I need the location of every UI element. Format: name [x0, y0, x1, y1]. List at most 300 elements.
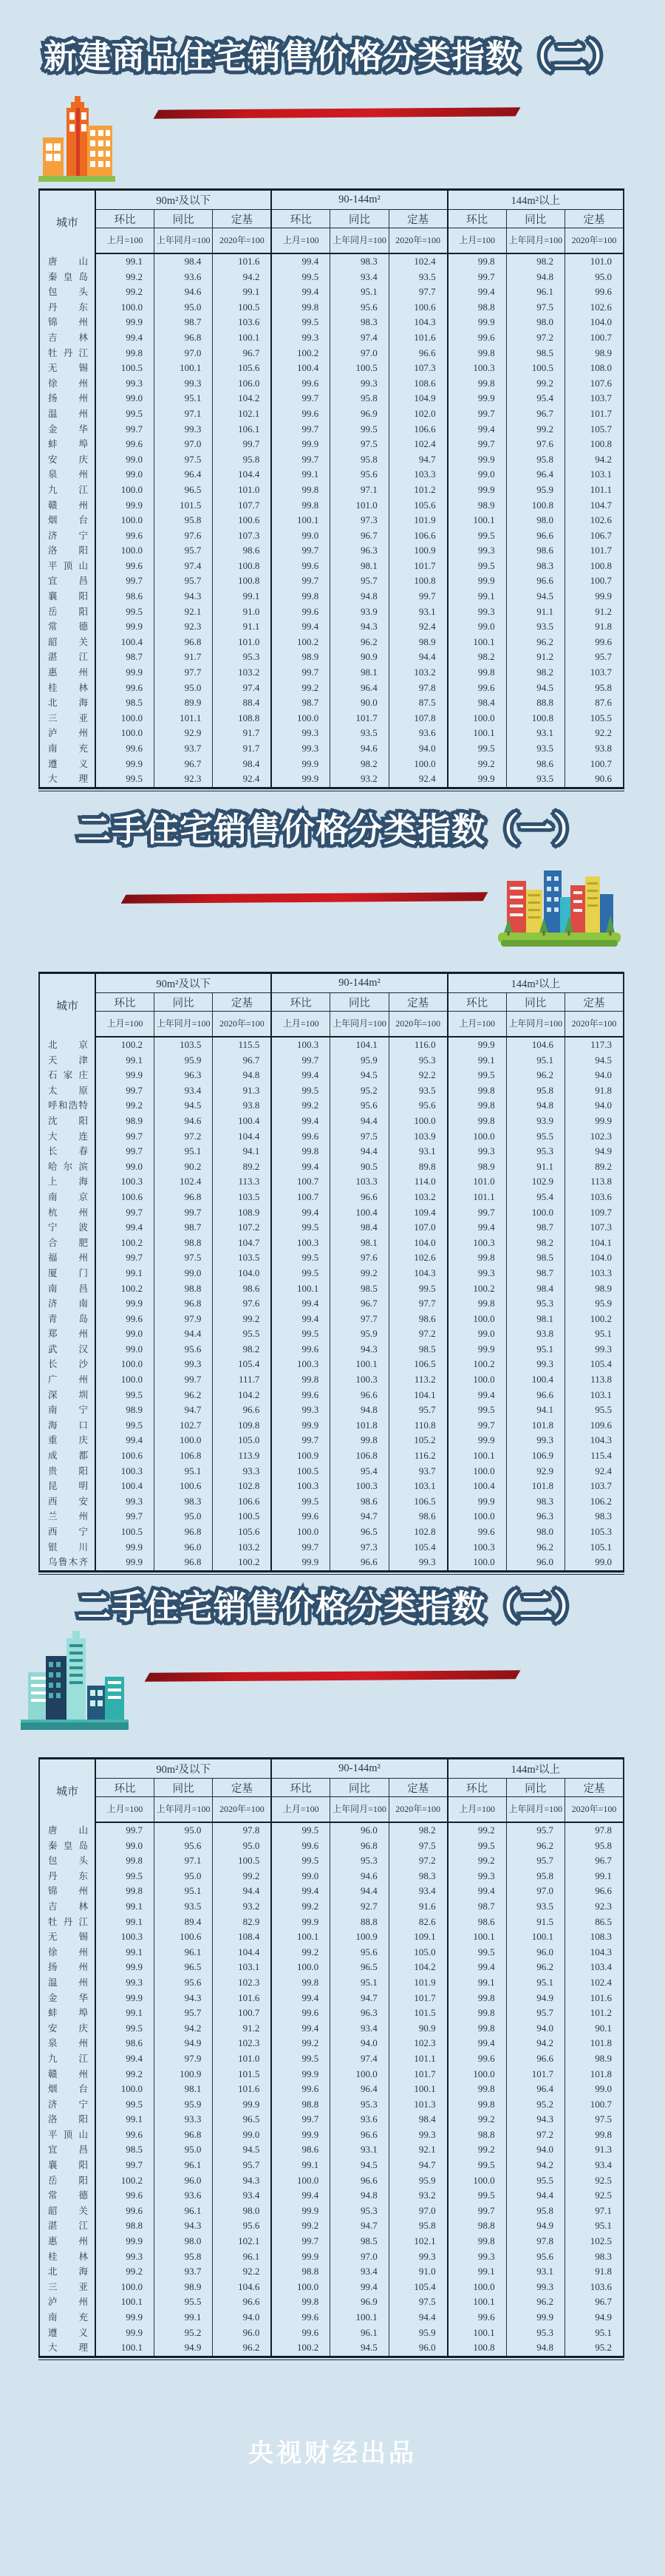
table-row: [39, 2249, 624, 2265]
index-value-cell: 98.9: [565, 346, 624, 361]
table-row: [39, 2082, 624, 2097]
index-value-cell: 98.6: [213, 1281, 271, 1297]
table-row: [39, 315, 624, 330]
index-value-cell: 99.3: [565, 1342, 624, 1357]
index-value-cell: 100.4: [506, 1372, 565, 1388]
metric-base-header: 2020年=100: [213, 1797, 271, 1823]
index-value-cell: 95.2: [506, 2097, 565, 2113]
index-value-cell: 93.6: [389, 726, 447, 741]
index-value-cell: 99.0: [565, 2082, 624, 2097]
index-value-cell: 99.7: [95, 422, 154, 437]
table-row: [39, 1236, 624, 1251]
index-value-cell: 99.6: [95, 681, 154, 696]
index-value-cell: 106.2: [565, 1494, 624, 1510]
index-value-cell: 98.3: [506, 1494, 565, 1510]
index-value-cell: 98.7: [448, 1899, 506, 1915]
table-row: [39, 573, 624, 589]
colorful-city-icon: [497, 866, 624, 955]
table-row: [39, 2127, 624, 2143]
index-value-cell: 99.9: [95, 315, 154, 330]
index-value-cell: 95.6: [154, 1839, 212, 1854]
index-value-cell: 96.6: [506, 573, 565, 589]
index-value-cell: 96.1: [154, 1945, 212, 1960]
index-value-cell: 99.4: [271, 1884, 330, 1899]
index-value-cell: 100.1: [213, 330, 271, 346]
index-value-cell: 100.8: [448, 2340, 506, 2357]
city-column-header: 城市: [55, 1001, 78, 1012]
index-value-cell: 89.8: [389, 1159, 447, 1175]
index-value-cell: 99.6: [448, 681, 506, 696]
index-value-cell: 101.5: [213, 2067, 271, 2082]
index-value-cell: 95.5: [213, 1326, 271, 1342]
index-value-cell: 99.8: [95, 1884, 154, 1899]
index-value-cell: 99.3: [389, 1555, 447, 1571]
table-row: [39, 1403, 624, 1418]
index-value-cell: 98.6: [95, 2036, 154, 2051]
index-value-cell: 99.5: [95, 1869, 154, 1884]
index-value-cell: 98.8: [448, 2218, 506, 2234]
index-value-cell: 97.7: [154, 665, 212, 681]
secondhand-2-table-wrap: [38, 1757, 624, 2360]
index-value-cell: 103.1: [565, 467, 624, 483]
index-value-cell: 99.8: [271, 300, 330, 316]
index-value-cell: 96.7: [330, 1296, 389, 1312]
index-value-cell: 92.4: [565, 1464, 624, 1479]
index-value-cell: 99.6: [95, 2127, 154, 2143]
index-value-cell: 106.5: [389, 1494, 447, 1510]
index-value-cell: 99.3: [448, 1144, 506, 1159]
index-value-cell: 99.0: [448, 1326, 506, 1342]
index-value-cell: 99.2: [95, 2264, 154, 2280]
index-value-cell: 96.6: [330, 1388, 389, 1403]
index-value-cell: 99.4: [448, 422, 506, 437]
index-value-cell: 100.0: [448, 1312, 506, 1327]
index-value-cell: 108.9: [213, 1205, 271, 1221]
index-value-cell: 96.6: [330, 2127, 389, 2143]
index-value-cell: 98.6: [506, 543, 565, 559]
index-value-cell: 87.5: [389, 695, 447, 711]
index-value-cell: 104.4: [213, 1945, 271, 1960]
index-value-cell: 102.8: [389, 1524, 447, 1540]
index-value-cell: 104.0: [389, 1236, 447, 1251]
city-name-cell: 北海: [48, 698, 88, 709]
index-value-cell: 101.8: [565, 2036, 624, 2051]
index-value-cell: 98.5: [506, 1250, 565, 1266]
index-value-cell: 99.6: [271, 2325, 330, 2341]
index-value-cell: 98.7: [154, 315, 212, 330]
index-value-cell: 94.5: [565, 1053, 624, 1069]
index-value-cell: 98.4: [154, 253, 212, 270]
table-row: [39, 771, 624, 788]
index-value-cell: 99.9: [95, 2325, 154, 2341]
index-value-cell: 100.4: [213, 1114, 271, 1129]
index-value-cell: 98.0: [213, 2204, 271, 2219]
metric-header: 定基: [565, 1779, 624, 1797]
city-name-cell: 大理: [48, 2342, 88, 2354]
price-index-table: [38, 1757, 624, 2358]
index-value-cell: 94.4: [330, 1884, 389, 1899]
index-value-cell: 96.6: [213, 2294, 271, 2310]
city-name-cell: 锦州: [48, 317, 88, 328]
index-value-cell: 100.1: [448, 726, 506, 741]
index-value-cell: 92.4: [389, 771, 447, 788]
city-name-cell: 福州: [48, 1253, 88, 1264]
index-value-cell: 100.9: [330, 1929, 389, 1945]
index-value-cell: 105.0: [213, 1433, 271, 1448]
index-value-cell: 98.3: [565, 2249, 624, 2265]
table-row: [39, 1220, 624, 1236]
index-value-cell: 99.4: [95, 1433, 154, 1448]
index-value-cell: 99.7: [448, 406, 506, 422]
section-title-secondhand-2: 二手住宅销售价格分类指数（二）: [77, 1588, 587, 1626]
metric-header: 同比: [330, 993, 389, 1012]
index-value-cell: 99.3: [95, 2249, 154, 2265]
index-value-cell: 103.3: [565, 1266, 624, 1281]
index-value-cell: 96.5: [154, 1960, 212, 1975]
index-value-cell: 99.9: [271, 2204, 330, 2219]
index-value-cell: 99.1: [95, 2006, 154, 2021]
index-value-cell: 94.5: [506, 681, 565, 696]
index-value-cell: 99.9: [271, 771, 330, 788]
index-value-cell: 104.1: [389, 1388, 447, 1403]
index-value-cell: 117.3: [565, 1037, 624, 1053]
index-value-cell: 99.6: [448, 330, 506, 346]
new-homes-table-wrap: [38, 188, 624, 791]
index-value-cell: 99.2: [271, 1098, 330, 1114]
table-row: [39, 2097, 624, 2113]
index-value-cell: 96.7: [565, 1853, 624, 1869]
index-value-cell: 98.2: [213, 1342, 271, 1357]
metric-base-header: 上年同月=100: [506, 1012, 565, 1037]
city-name-cell: 湛江: [48, 652, 88, 663]
table-row: [39, 1068, 624, 1083]
index-value-cell: 99.6: [95, 2204, 154, 2219]
index-value-cell: 102.1: [213, 2234, 271, 2249]
index-value-cell: 99.2: [271, 2218, 330, 2234]
city-name-cell: 岳阳: [48, 2175, 88, 2186]
index-value-cell: 99.8: [448, 376, 506, 392]
index-value-cell: 92.2: [213, 2264, 271, 2280]
index-value-cell: 100.0: [95, 300, 154, 316]
index-value-cell: 101.8: [330, 1418, 389, 1434]
table-row: [39, 2021, 624, 2037]
index-value-cell: 99.8: [448, 1114, 506, 1129]
index-value-cell: 99.2: [271, 2036, 330, 2051]
metric-header: 环比: [271, 1779, 330, 1797]
index-value-cell: 97.6: [330, 1250, 389, 1266]
city-name-cell: 无锡: [48, 363, 88, 374]
index-value-cell: 94.1: [506, 1403, 565, 1418]
city-name-cell: 武汉: [48, 1343, 88, 1355]
index-value-cell: 94.7: [154, 1403, 212, 1418]
index-value-cell: 96.6: [389, 346, 447, 361]
index-value-cell: 99.5: [271, 2051, 330, 2067]
index-value-cell: 100.2: [95, 1281, 154, 1297]
index-value-cell: 99.5: [448, 1068, 506, 1083]
table-row: [39, 1960, 624, 1975]
index-value-cell: 99.7: [271, 543, 330, 559]
city-name-cell: 宁波: [48, 1222, 88, 1233]
index-value-cell: 95.1: [154, 1884, 212, 1899]
table-row: [39, 391, 624, 406]
city-name-cell: 宜昌: [48, 2144, 88, 2156]
table-row: [39, 2310, 624, 2325]
index-value-cell: 106.1: [213, 422, 271, 437]
index-value-cell: 95.6: [330, 1098, 389, 1114]
index-value-cell: 100.1: [330, 2310, 389, 2325]
index-value-cell: 94.5: [330, 2158, 389, 2173]
table-row: [39, 2280, 624, 2295]
index-value-cell: 105.3: [565, 1524, 624, 1540]
index-value-cell: 101.8: [565, 2067, 624, 2082]
index-value-cell: 93.2: [330, 771, 389, 788]
index-value-cell: 102.6: [565, 300, 624, 316]
index-value-cell: 99.8: [271, 589, 330, 604]
index-value-cell: 98.5: [95, 2142, 154, 2158]
index-value-cell: 93.5: [506, 771, 565, 788]
index-value-cell: 99.2: [506, 422, 565, 437]
index-value-cell: 100.5: [95, 1524, 154, 1540]
city-name-cell: 合肥: [48, 1237, 88, 1248]
index-value-cell: 97.8: [389, 681, 447, 696]
index-value-cell: 99.0: [271, 528, 330, 544]
index-value-cell: 113.3: [213, 1174, 271, 1190]
index-value-cell: 99.1: [448, 1053, 506, 1069]
index-value-cell: 95.0: [154, 1822, 212, 1839]
index-value-cell: 98.9: [95, 1403, 154, 1418]
index-value-cell: 100.1: [448, 2325, 506, 2341]
index-value-cell: 95.8: [506, 1869, 565, 1884]
index-value-cell: 99.7: [95, 573, 154, 589]
index-value-cell: 103.6: [565, 2280, 624, 2295]
table-row: [39, 2234, 624, 2249]
index-value-cell: 91.1: [506, 1159, 565, 1175]
index-value-cell: 97.7: [330, 1312, 389, 1327]
index-value-cell: 98.6: [506, 757, 565, 772]
index-value-cell: 91.5: [506, 1915, 565, 1930]
metric-base-header: 上年同月=100: [330, 1012, 389, 1037]
index-value-cell: 99.9: [95, 757, 154, 772]
index-value-cell: 97.3: [330, 513, 389, 528]
index-value-cell: 99.4: [271, 1312, 330, 1327]
index-value-cell: 94.3: [213, 2173, 271, 2189]
table-row: [39, 1869, 624, 1884]
index-value-cell: 104.0: [565, 315, 624, 330]
index-value-cell: 96.4: [154, 467, 212, 483]
index-value-cell: 97.0: [506, 1884, 565, 1899]
city-name-cell: 广州: [48, 1374, 88, 1386]
index-value-cell: 102.8: [213, 1479, 271, 1494]
index-value-cell: 100.0: [271, 2173, 330, 2189]
index-value-cell: 100.8: [565, 559, 624, 574]
index-value-cell: 104.4: [213, 1129, 271, 1145]
index-value-cell: 99.9: [448, 573, 506, 589]
index-value-cell: 101.7: [389, 559, 447, 574]
index-value-cell: 94.5: [154, 1098, 212, 1114]
index-value-cell: 99.3: [154, 376, 212, 392]
city-name-cell: 杭州: [48, 1207, 88, 1218]
index-value-cell: 99.0: [95, 1342, 154, 1357]
index-value-cell: 96.6: [330, 1555, 389, 1571]
index-value-cell: 95.6: [330, 467, 389, 483]
index-value-cell: 99.4: [271, 1068, 330, 1083]
index-value-cell: 99.6: [565, 284, 624, 300]
city-name-cell: 南充: [48, 743, 88, 754]
index-value-cell: 100.7: [565, 573, 624, 589]
index-value-cell: 105.5: [565, 711, 624, 726]
index-value-cell: 94.8: [213, 1068, 271, 1083]
index-value-cell: 104.3: [389, 1266, 447, 1281]
index-value-cell: 100.7: [565, 757, 624, 772]
index-value-cell: 91.8: [565, 1083, 624, 1099]
index-value-cell: 100.4: [95, 1479, 154, 1494]
index-value-cell: 103.2: [213, 1540, 271, 1556]
index-value-cell: 95.1: [154, 1464, 212, 1479]
metric-base-header: 上年同月=100: [154, 1797, 212, 1823]
index-value-cell: 95.6: [506, 2249, 565, 2265]
index-value-cell: 98.0: [506, 1524, 565, 1540]
index-value-cell: 98.6: [448, 1915, 506, 1930]
index-value-cell: 95.8: [506, 2204, 565, 2219]
index-value-cell: 94.8: [330, 589, 389, 604]
table-row: [39, 1114, 624, 1129]
metric-base-header: 2020年=100: [565, 1797, 624, 1823]
index-value-cell: 102.4: [565, 1975, 624, 1991]
index-value-cell: 99.9: [448, 1433, 506, 1448]
index-value-cell: 101.1: [154, 711, 212, 726]
index-value-cell: 100.9: [389, 543, 447, 559]
area-group-header: 90-144m²: [271, 973, 447, 993]
index-value-cell: 94.9: [565, 1144, 624, 1159]
index-value-cell: 91.6: [389, 1899, 447, 1915]
index-value-cell: 100.7: [271, 1190, 330, 1205]
index-value-cell: 96.6: [330, 2173, 389, 2189]
index-value-cell: 95.7: [389, 1403, 447, 1418]
index-value-cell: 99.5: [95, 1388, 154, 1403]
table-row: [39, 528, 624, 544]
index-value-cell: 95.1: [506, 1053, 565, 1069]
index-value-cell: 93.5: [154, 1899, 212, 1915]
index-value-cell: 94.9: [506, 2218, 565, 2234]
index-value-cell: 89.9: [154, 695, 212, 711]
index-value-cell: 95.0: [565, 270, 624, 285]
index-value-cell: 103.5: [154, 1037, 212, 1053]
index-value-cell: 96.2: [506, 2294, 565, 2310]
city-name-cell: 天津: [48, 1054, 88, 1066]
index-value-cell: 99.2: [213, 1869, 271, 1884]
index-value-cell: 103.6: [213, 315, 271, 330]
index-value-cell: 103.7: [565, 391, 624, 406]
index-value-cell: 99.9: [271, 2249, 330, 2265]
index-value-cell: 100.0: [95, 2280, 154, 2295]
index-value-cell: 95.6: [213, 2218, 271, 2234]
city-name-cell: 唐山: [48, 1824, 88, 1836]
index-value-cell: 100.0: [448, 1555, 506, 1571]
metric-header: 定基: [389, 210, 447, 228]
index-value-cell: 99.4: [330, 2280, 389, 2295]
index-value-cell: 94.0: [565, 1068, 624, 1083]
index-value-cell: 99.4: [448, 1220, 506, 1236]
index-value-cell: 101.2: [389, 483, 447, 498]
index-value-cell: 99.7: [271, 2112, 330, 2127]
index-value-cell: 99.0: [95, 391, 154, 406]
table-row: [39, 1839, 624, 1854]
table-row: [39, 1129, 624, 1145]
index-value-cell: 100.7: [213, 2006, 271, 2021]
index-value-cell: 91.8: [565, 2264, 624, 2280]
index-value-cell: 99.1: [271, 467, 330, 483]
index-value-cell: 104.6: [213, 2280, 271, 2295]
index-value-cell: 100.8: [389, 573, 447, 589]
city-name-cell: 沈阳: [48, 1115, 88, 1126]
city-name-cell: 青岛: [48, 1313, 88, 1324]
table-row: [39, 1822, 624, 1839]
index-value-cell: 99.2: [95, 2067, 154, 2082]
city-name-cell: 平顶山: [48, 560, 88, 571]
index-value-cell: 88.4: [213, 695, 271, 711]
index-value-cell: 94.0: [506, 2142, 565, 2158]
index-value-cell: 96.0: [154, 2173, 212, 2189]
index-value-cell: 97.0: [389, 2204, 447, 2219]
index-value-cell: 100.5: [330, 361, 389, 376]
index-value-cell: 100.2: [213, 1555, 271, 1571]
index-value-cell: 105.6: [213, 1524, 271, 1540]
index-value-cell: 99.9: [506, 2310, 565, 2325]
index-value-cell: 99.1: [95, 1899, 154, 1915]
index-value-cell: 101.6: [213, 1991, 271, 2006]
index-value-cell: 100.4: [95, 635, 154, 650]
index-value-cell: 99.4: [271, 2188, 330, 2204]
index-value-cell: 100.8: [506, 711, 565, 726]
index-value-cell: 100.4: [448, 1479, 506, 1494]
index-value-cell: 101.6: [389, 330, 447, 346]
city-name-cell: 长沙: [48, 1359, 88, 1370]
index-value-cell: 95.0: [154, 681, 212, 696]
index-value-cell: 99.1: [213, 589, 271, 604]
index-value-cell: 99.4: [271, 1114, 330, 1129]
index-value-cell: 100.0: [448, 1509, 506, 1524]
city-name-cell: 襄阳: [48, 2160, 88, 2171]
metric-header: 同比: [506, 210, 565, 228]
index-value-cell: 99.7: [95, 1129, 154, 1145]
teal-buildings-icon: [21, 1628, 132, 1739]
table-row: [39, 1250, 624, 1266]
index-value-cell: 100.2: [271, 2340, 330, 2357]
index-value-cell: 108.0: [565, 361, 624, 376]
city-name-cell: 吉林: [48, 1901, 88, 1912]
city-name-cell: 洛阳: [48, 545, 88, 556]
index-value-cell: 98.7: [95, 650, 154, 665]
index-value-cell: 103.5: [213, 1190, 271, 1205]
city-name-cell: 昆明: [48, 1481, 88, 1492]
city-name-cell: 西安: [48, 1496, 88, 1507]
index-value-cell: 92.5: [565, 2173, 624, 2189]
index-value-cell: 99.9: [271, 1915, 330, 1930]
index-value-cell: 96.8: [154, 1524, 212, 1540]
index-value-cell: 97.7: [389, 1296, 447, 1312]
index-value-cell: 99.1: [95, 1266, 154, 1281]
table-row: [39, 2006, 624, 2021]
index-value-cell: 101.5: [389, 2006, 447, 2021]
index-value-cell: 99.5: [448, 741, 506, 757]
index-value-cell: 98.1: [330, 559, 389, 574]
index-value-cell: 100.2: [448, 1281, 506, 1297]
index-value-cell: 102.9: [506, 1174, 565, 1190]
city-name-cell: 韶关: [48, 636, 88, 647]
city-name-cell: 丹东: [48, 1870, 88, 1881]
index-value-cell: 99.4: [271, 253, 330, 270]
index-value-cell: 95.0: [154, 1869, 212, 1884]
